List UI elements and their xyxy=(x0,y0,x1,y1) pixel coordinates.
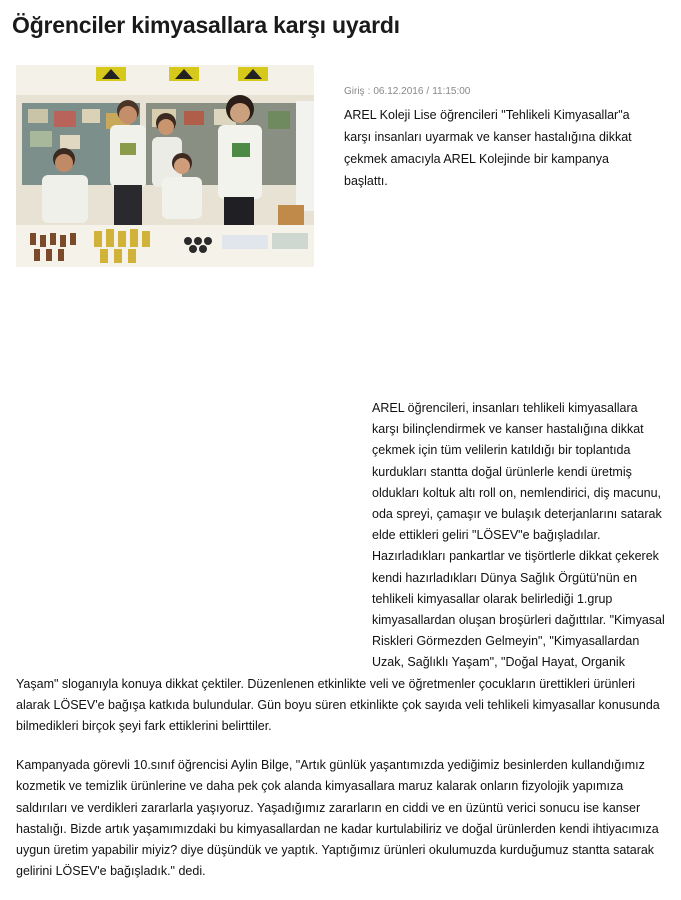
date-separator: : xyxy=(367,86,371,97)
publish-date: 06.12.2016 xyxy=(373,86,424,97)
layout-spacer xyxy=(16,398,372,660)
article-lead: AREL Koleji Lise öğrencileri "Tehlikeli Kimyasallar"a karşı insanları uyarmak ve kanser hastalığına dikkat çekmek amacıyla AREL Kolejinde bir kampanya başlattı. xyxy=(344,108,632,188)
students-at-stand-image xyxy=(16,65,314,267)
publish-time: 11:15:00 xyxy=(432,86,471,97)
article-photo xyxy=(16,65,314,267)
article-body xyxy=(16,398,668,900)
date-label: Giriş xyxy=(344,86,365,97)
article-dateline xyxy=(344,86,470,97)
article-paragraph: AREL öğrencileri, insanları tehlikeli kimyasallara karşı bilinçlendirmek ve kanser hastalığına dikkat çekmek için tüm velilerin katıldığı bir toplantıda kurdukları stantta doğal ürünlerle kendi üretmiş oldukları koltuk altı roll on, nemlendirici, diş macunu, oda spreyi, çamaşır ve bulaşık deterjanlarını satarak elde ettikleri geliri "LÖSEV"e bağışladılar. Hazırladıkları pankartlar ve tişörtlerle dikkat çekerek kendi hazırladıkları Dünya Sağlık Örgütü'nün en tehlikeli kimyasallar olarak belirlediği 1.grup kimyasallardan oluşan broşürleri dağıttılar. "Kimyasal Riskleri Görmezden Gelmeyin", "Kimyasallardan Uzak, Sağlıklı Yaşam", "Doğal Hayat, Organik Yaşam" sloganıyla konuya dikkat çektiler. Düzenlenen etkinlikte veli ve öğretmenler çocukların ürettikleri ürünleri alarak LÖSEV'e bağışa katkıda bulundular. Gün boyu süren etkinlikte çok sayıda veli tehlikeli kimyasallar konusunda bilmedikleri birçok şeyi fark ettiklerini belirttiler. xyxy=(16,401,665,734)
article-headline: Öğrenciler kimyasallara karşı uyardı xyxy=(12,12,400,38)
article-paragraph: Kampanyada görevli 10.sınıf öğrencisi Aylin Bilge, "Artık günlük yaşantımızda yediğimiz besinlerden kullandığımız kozmetik ve temizlik ürünlerine ve daha pek çok alanda kimyasallara maruz kalarak onların fizyolojik yapımıza saldırıları ve verdikleri zararlarla yaşıyoruz. Yaşadığımız zararların en ciddi ve en üzüntü verici sonucu ise kanser hastalığı. Bizde artık yaşamımızdaki bu kimyasallardan ne kadar kurtulabiliriz ve doğal ürünlerden kendi ihtiyacımıza uygun üretim yapabilir miyiz? diye düşündük ve yaptık. Yaptığımız ürünleri okulumuzda kurduğumuz stantta satarak gelirini LÖSEV'e bağışladık." dedi. xyxy=(16,758,659,879)
time-separator: / xyxy=(426,86,430,97)
